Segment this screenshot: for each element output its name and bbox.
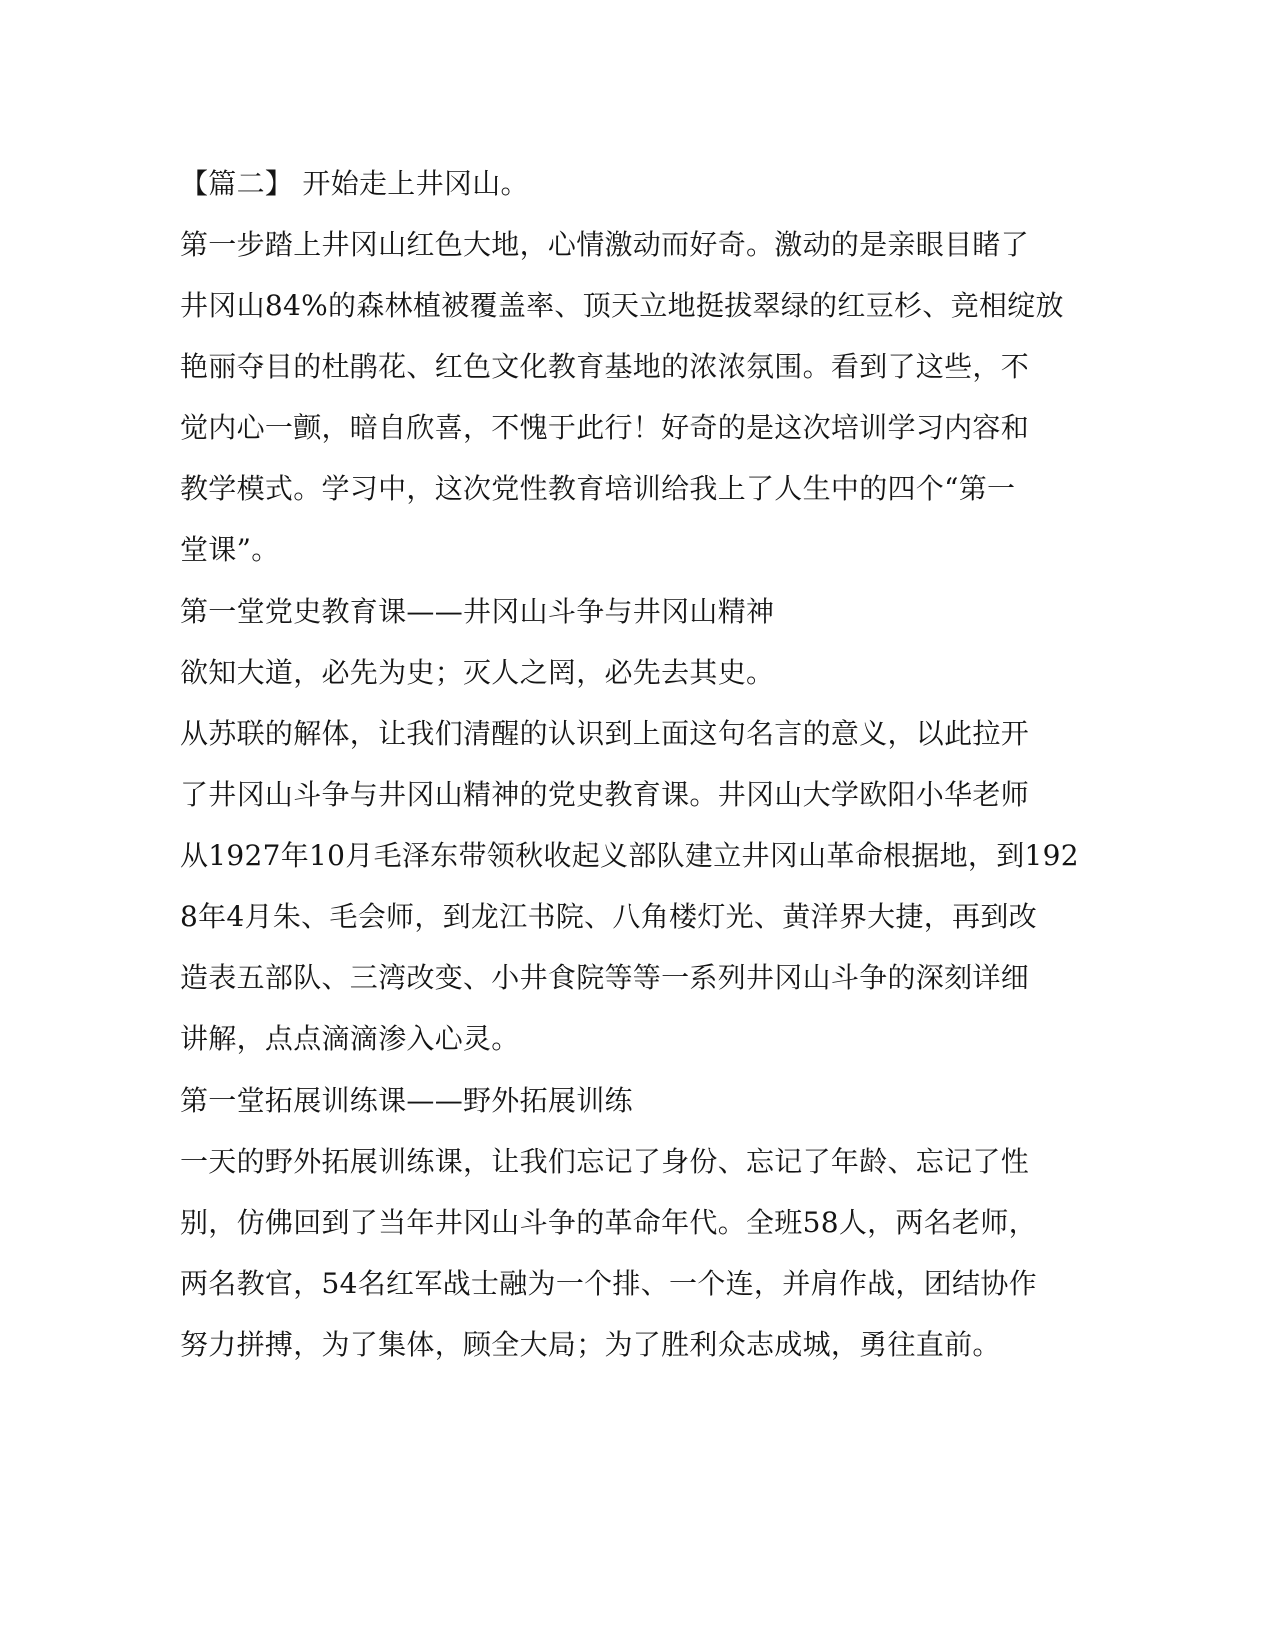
text-line: 第一步踏上井冈山红色大地，心情激动而好奇。激动的是亲眼目睹了 (180, 228, 1030, 261)
text-line: 造表五部队、三湾改变、小井食院等等一系列井冈山斗争的深刻详细 (180, 961, 1030, 994)
text-line: 别，仿佛回到了当年井冈山斗争的革命年代。全班58人，两名老师， (180, 1206, 1037, 1239)
text-line: 堂课”。 (180, 533, 280, 566)
text-line: 8年4月朱、毛会师，到龙江书院、八角楼灯光、黄洋界大捷，再到改 (180, 900, 1037, 933)
text-line: 从1927年10月毛泽东带领秋收起义部队建立井冈山革命根据地，到192 (180, 839, 1079, 872)
text-line: 教学模式。学习中，这次党性教育培训给我上了人生中的四个“第一 (180, 472, 1016, 505)
text-line: 欲知大道，必先为史；灭人之罔，必先去其史。 (180, 656, 775, 689)
text-line: 努力拼搏，为了集体，顾全大局；为了胜利众志成城，勇往直前。 (180, 1328, 1001, 1361)
text-line: 井冈山84%的森林植被覆盖率、顶天立地挺拔翠绿的红豆杉、竞相绽放 (180, 289, 1064, 322)
subheading: 第一堂党史教育课——井冈山斗争与井冈山精神 (180, 595, 775, 628)
subheading: 第一堂拓展训练课——野外拓展训练 (180, 1084, 633, 1117)
text-line: 从苏联的解体，让我们清醒的认识到上面这句名言的意义，以此拉开 (180, 717, 1030, 750)
text-line: 一天的野外拓展训练课，让我们忘记了身份、忘记了年龄、忘记了性 (180, 1145, 1030, 1178)
text-line: 了井冈山斗争与井冈山精神的党史教育课。井冈山大学欧阳小华老师 (180, 778, 1030, 811)
text-line: 觉内心一颤，暗自欣喜，不愧于此行！好奇的是这次培训学习内容和 (180, 411, 1030, 444)
text-line: 两名教官，54名红军战士融为一个排、一个连，并肩作战，团结协作 (180, 1267, 1037, 1300)
text-line: 讲解，点点滴滴渗入心灵。 (180, 1022, 520, 1055)
text-line: 艳丽夺目的杜鹃花、红色文化教育基地的浓浓氛围。看到了这些，不 (180, 350, 1030, 383)
section-heading: 【篇二】 开始走上井冈山。 (180, 167, 529, 200)
